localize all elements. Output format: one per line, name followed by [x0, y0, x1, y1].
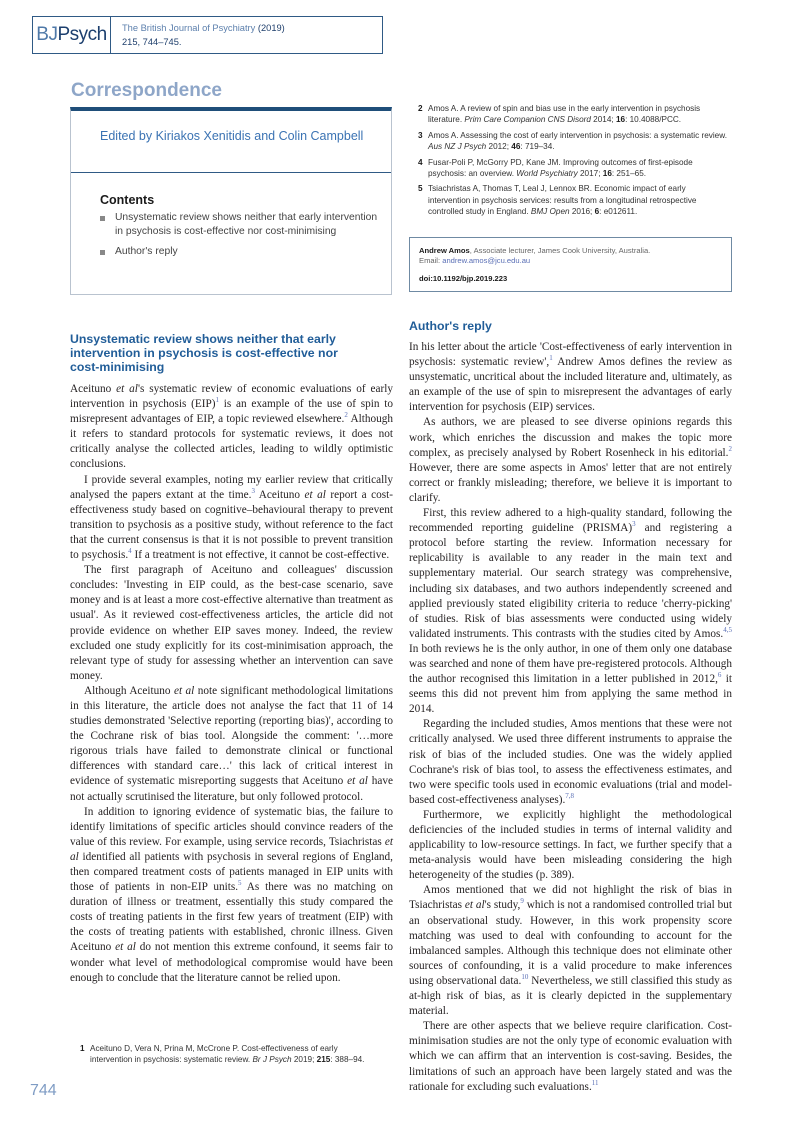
citation-link[interactable]: 4: [128, 547, 132, 556]
paragraph: [70, 684, 393, 805]
text-run: If a treatment is not effective, it cannot be cost-effective.: [131, 549, 390, 562]
reference-item: [418, 183, 730, 217]
text-run: Aceituno: [254, 488, 305, 501]
text-run: Amos A. A review of spin and bias use in the early intervention in psychosis literature.: [428, 104, 701, 125]
reference-item: [80, 1043, 370, 1066]
text-run: note significant methodological limitations in this literature, the article does not analyse the fact that 11 of 14 studies demonstrated 'Selective reporting (reporting bias)', according to the Cochrane risk of bias tool. Alongside the comment: '…more rigorous trials have failed to demonstrate clinical or functional differences with standard care…' this lack of critical interest in evidence of systematic misreporting suggests that Aceituno: [70, 684, 393, 788]
citation-link[interactable]: 5: [238, 879, 242, 888]
italic-text: et al: [115, 941, 136, 954]
italic-text: Aus NZ J Psych: [428, 142, 487, 152]
text-run: : 388–94.: [330, 1055, 365, 1065]
citation-link[interactable]: 7,8: [565, 791, 575, 800]
reference-number: 1: [80, 1044, 85, 1053]
reference-item: [418, 130, 730, 153]
bold-text: 46: [511, 142, 521, 152]
italic-text: et al: [70, 835, 393, 863]
text-run: Aceituno D, Vera N, Prina M, McCrone P. Cost-effectiveness of early intervention in psychosis: systematic review.: [90, 1044, 338, 1065]
text-run: : 719–34.: [520, 142, 555, 152]
reference-item: [418, 157, 730, 180]
contents-heading: Contents: [100, 193, 155, 207]
citation-link[interactable]: 6: [717, 671, 722, 680]
paragraph: [70, 473, 393, 564]
journal-info: [122, 22, 285, 49]
text-run: 2017;: [577, 169, 603, 179]
journal-year: (2019): [257, 23, 285, 33]
citation-link[interactable]: 9: [520, 897, 524, 906]
contents-list: [100, 211, 380, 266]
text-run: 's systematic review of economic evaluations of early intervention in psychosis (EIP): [70, 383, 393, 411]
journal-volume-pages: 215, 744–745.: [122, 36, 182, 47]
text-run: There are other aspects that we believe require clarification. Cost-minimisation studies are not the only type of economic evaluation with which we can affirm that an intervention is cost-saving. Besides, the limitations of such an approach have been largely stated and was the rationale for excluding such evaluations.: [409, 1020, 732, 1093]
paragraph: [409, 717, 732, 808]
text-run: First, this review adhered to a high-quality standard, following the recommended reporting guideline (PRISMA): [409, 507, 732, 535]
contents-box: [70, 107, 392, 295]
italic-text: Br J Psych: [252, 1055, 292, 1065]
text-run: The first paragraph of Aceituno and colleagues' discussion concludes: 'Investing in EIP could, as the best-case scenario, save money and is at least a more cost-effective alternative than treatment as usual'. As it reviewed cost-effectiveness articles, the article did not provide evidence on whether EIP saves money. Indeed, the review excluded one study explicitly for its cost-minimisation approach, the relevant type of study for assessing whether an intervention can save money.: [70, 564, 393, 682]
italic-text: et al: [347, 775, 368, 788]
paragraph: [409, 883, 732, 1019]
italic-text: et al: [304, 488, 326, 501]
bold-text: 16: [602, 169, 612, 179]
paragraph: [409, 506, 732, 717]
text-run: In addition to ignoring evidence of systematic bias, the failure to identify limitations of specific articles should convince readers of the value of this review. For example, using service records, Tsiachristas: [70, 805, 393, 848]
logo-bj: BJ: [36, 24, 58, 45]
bold-text: 215: [316, 1055, 331, 1065]
text-run: : e012611.: [599, 207, 638, 217]
italic-text: et al: [116, 383, 138, 395]
letter-references: [80, 1043, 370, 1070]
author-box: [409, 237, 732, 292]
reference-number: 3: [418, 130, 423, 140]
italic-text: Prim Care Companion CNS Disord: [464, 115, 591, 125]
doi[interactable]: doi:10.1192/bjp.2019.223: [419, 274, 508, 283]
text-run: Fusar-Poli P, McGorry PD, Kane JM. Improving outcomes of first-episode psychosis: an overview.: [428, 157, 693, 179]
text-run: As there was no matching on duration of illness or treatment, essentially this study compared the costs of treating patients in the first few years of treatment (EIP) with the costs of treating patients with established, chronic illness. Given Aceituno: [70, 881, 393, 954]
contents-item[interactable]: [100, 211, 380, 238]
reference-number: 5: [418, 184, 423, 194]
contents-item-label: Unsystematic review shows neither that early intervention in psychosis is cost-effective nor cost-minimising: [115, 212, 378, 237]
italic-text: et al: [173, 684, 195, 697]
author-name: Andrew Amos: [419, 246, 470, 255]
text-run: identified all patients with psychosis in several regions of England, then compared treatment costs of patients managed in EIP units with those of patients in non-EIP units.: [70, 850, 393, 894]
text-run: I provide several examples, noting my earlier review that critically analysed the papers extant at the time.: [70, 473, 393, 501]
citation-link[interactable]: 4,5: [723, 625, 732, 634]
paragraph: [409, 340, 732, 415]
reference-number: 2: [418, 104, 423, 113]
italic-text: World Psychiatry: [516, 169, 578, 179]
editors-line: Edited by Kiriakos Xenitidis and Colin Campbell: [100, 129, 364, 143]
text-run: do not mention this extreme confound, it seems fair to wonder what level of methodological compromise would have been enough to conclude that the literature cannot be relied upon.: [70, 941, 393, 984]
citation-link[interactable]: 3: [251, 486, 255, 495]
paragraph: [70, 382, 393, 473]
text-run: Andrew Amos defines the review as unsystematic, uncritical about the included literature and, ultimately, as an example of the use of spin to misrepresent the advantages of early intervention for psychosis (EIP) services.: [409, 356, 732, 414]
text-run: Although it refers to standard protocols for systematic reviews, it does not critically analyse the collected articles, leading to wildly optimistic conclusions.: [70, 413, 393, 471]
text-run: and registering a protocol before starting the review. Information necessary for replicability is available to any reader in the main text and supplementary material. Our search strategy was comprehensive, including six databases, and two authors independently screened and applied previously stated eligibility criteria to reduce 'cherry-picking' of studies. Risk of bias assessments were conducted using widely validated instruments. This contrasts with the studies cited by Amos.: [409, 522, 732, 640]
text-run: In both reviews he is the only author, in one of them only one database was searched and none of them have pre-registered protocols. Although the author recognised this limitation in a letter published in 2012,: [409, 642, 732, 686]
text-run: which is not a randomised controlled trial but an observational study. However, in this work propensity score matching was used to deal with confounding to account for the imbalanced samples. Although this technique does not eliminate other sources of confounding, it is a valid procedure to make inferences using observational data.: [409, 899, 732, 987]
section-title: Correspondence: [71, 80, 222, 101]
letter-heading: Unsystematic review shows neither that early intervention in psychosis is cost-effective nor cost-minimising: [70, 332, 338, 374]
letter-body: [70, 382, 393, 986]
bjpsych-logo: [33, 17, 111, 53]
logo-psych: Psych: [57, 24, 107, 45]
paragraph: [409, 1019, 732, 1094]
bullet-icon: [100, 216, 105, 221]
text-run: have not actually scrutinised the literature, but only followed protocol.: [70, 775, 393, 803]
journal-header: [32, 16, 383, 54]
box-divider: [71, 172, 391, 173]
text-run: report a cost-effectiveness study based on cognitive–behavioural therapy to prevent transition to psychosis as a positive study, without reference to the fact that the current consensus is that it is not possible to prevent transition to psychosis.: [70, 488, 393, 562]
text-run: 's study,: [484, 899, 521, 912]
text-run: As authors, we are pleased to see diverse opinions regards this work, which enriches the discussion and makes the topic more complex, as precisely analysed by Robert Rosenheck in his editorial.: [409, 416, 732, 459]
text-run: 2012;: [486, 142, 512, 152]
paragraph: [70, 805, 393, 986]
reference-number: 4: [418, 157, 423, 167]
text-run: : 10.4088/PCC.: [625, 115, 682, 125]
text-run: However, there are some aspects in Amos' letter that are not entirely correct or frankly misleading; therefore, we believe it is important to clarify.: [409, 461, 732, 504]
contents-item-label: Author's reply: [115, 246, 178, 257]
text-run: it seems this did not prevent him from applying the same method in 2014.: [409, 673, 732, 716]
citation-link[interactable]: 2: [728, 444, 732, 453]
paragraph: [70, 563, 393, 684]
email-label: Email:: [419, 256, 443, 265]
contents-item[interactable]: [100, 245, 380, 259]
bold-text: 16: [615, 115, 626, 125]
text-run: Tsiachristas A, Thomas T, Leal J, Lennox BR. Economic impact of early intervention in psychosis services: results from a longitudinal retrospective controlled study in England.: [428, 184, 697, 217]
citation-link[interactable]: 10: [521, 972, 529, 981]
text-run: Furthermore, we explicitly highlight the methodological deficiencies of the included studies in terms of internal validity and applicability to low-resource settings. In fact, we further specify that a meta-analysis would have been misleading considering the high heterogeneity of the studies (p. 389).: [409, 808, 732, 882]
text-run: : 251–65.: [611, 169, 647, 179]
citation-link[interactable]: 2: [344, 411, 348, 420]
citation-link[interactable]: 3: [632, 520, 636, 529]
text-run: Nevertheless, we still classified this study as at-high risk of bias, as it is clearly depicted in the supplementary material.: [409, 974, 732, 1018]
italic-text: BMJ Open: [530, 207, 570, 217]
text-run: 2016;: [569, 207, 595, 217]
paragraph: [409, 808, 732, 883]
citation-link[interactable]: 11: [591, 1078, 599, 1087]
text-run: In his letter about the article 'Cost-effectiveness of early intervention in psychosis: systematic review',: [409, 341, 732, 369]
citation-link[interactable]: 1: [215, 396, 219, 405]
author-affiliation: , Associate lecturer, James Cook University, Australia.: [469, 246, 651, 255]
paragraph: [409, 415, 732, 506]
email-link[interactable]: andrew.amos@jcu.edu.au: [442, 256, 531, 265]
text-run: is an example of the use of spin to misrepresent advantages of EIP, a topic reviewed elsewhere.: [70, 398, 394, 426]
text-run: Aceituno: [70, 383, 117, 395]
text-run: Although Aceituno: [84, 684, 174, 697]
bullet-icon: [100, 250, 105, 255]
text-run: Regarding the included studies, Amos mentions that these were not critically analysed. We used three different instruments to appraise the risk of bias of the included studies. One was the widely applied Cochrane's risk of bias tool, to assess the effectiveness estimates, and two were specific tools used in economic evaluations (trial and model-based cost-effectiveness analyses).: [409, 718, 732, 806]
reply-references: [418, 103, 730, 222]
text-run: Amos A. Assessing the cost of early intervention in psychosis: a systematic review.: [428, 130, 727, 140]
italic-text: et al: [464, 899, 485, 912]
reply-heading: Author's reply: [409, 319, 492, 333]
text-run: 2019;: [291, 1055, 317, 1065]
reference-item: [418, 103, 730, 126]
page-number: 744: [30, 1082, 57, 1099]
text-run: Amos mentioned that we did not highlight the risk of bias in Tsiachristas: [409, 884, 732, 912]
text-run: 2014;: [590, 115, 616, 125]
journal-name: The British Journal of Psychiatry: [122, 23, 256, 33]
citation-link[interactable]: 1: [549, 354, 553, 363]
bold-text: 6: [594, 207, 600, 217]
reply-body: [409, 340, 732, 1095]
